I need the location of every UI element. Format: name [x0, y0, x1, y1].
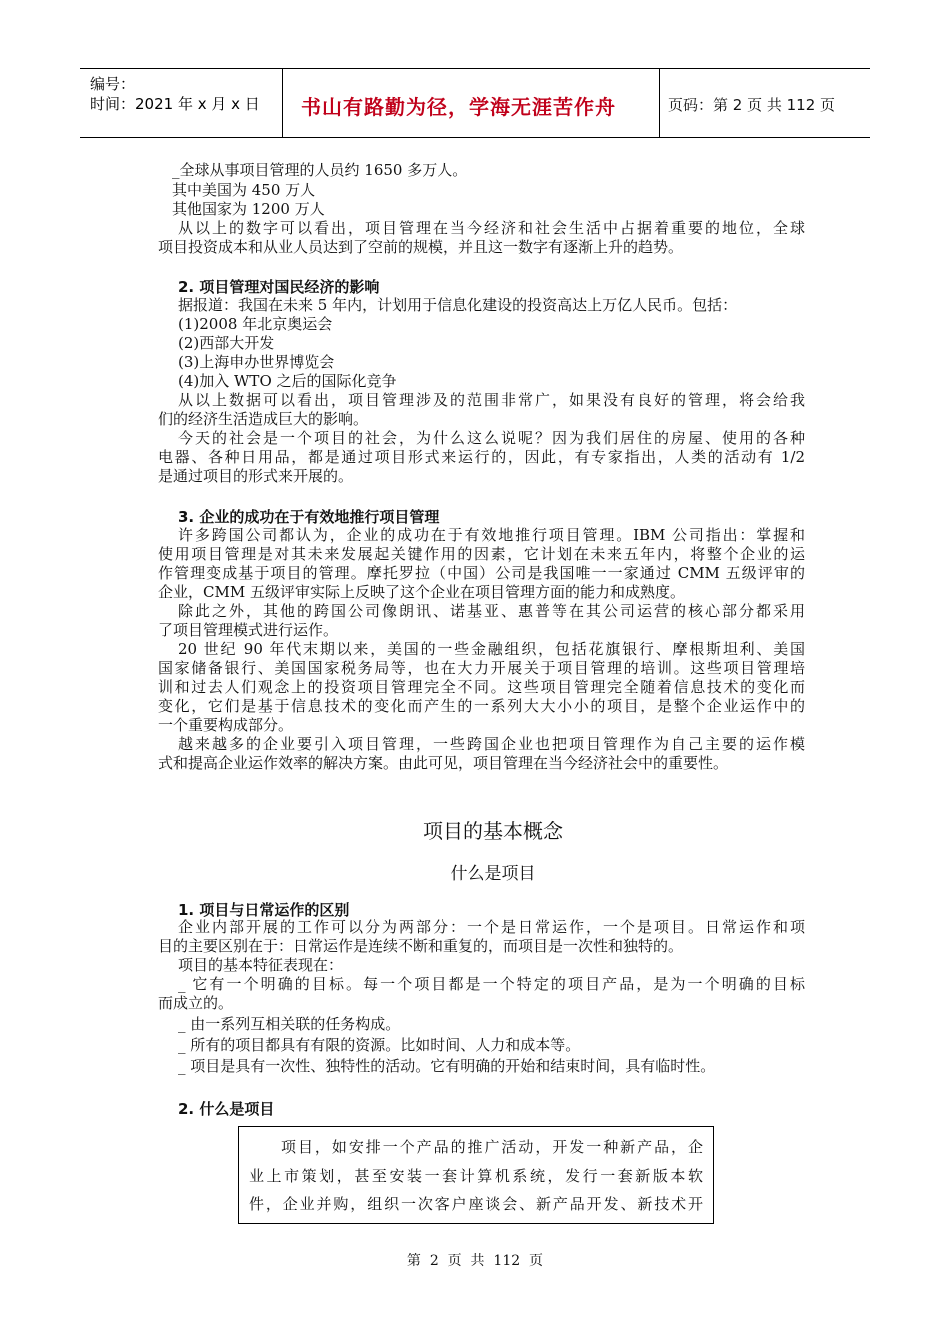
paragraph-line: _全球从事项目管理的人员约 1650 多万人。 — [172, 161, 468, 179]
paragraph-line: 使用项目管理是对其未来发展起关键作用的因素，它计划在未来五年内，将整个企业的运 — [158, 545, 805, 563]
paragraph-line: 除此之外，其他的跨国公司像朗讯、诺基亚、惠普等在其公司运营的核心部分都采用 — [178, 602, 805, 620]
paragraph-line: 其中美国为 450 万人 — [172, 181, 316, 199]
definition-line: 业上市策划，甚至安装一套计算机系统，发行一套新版本软 — [249, 1167, 703, 1185]
list-item: (4)加入 WTO 之后的国际化竞争 — [178, 372, 397, 390]
document-number-label: 编号： — [90, 75, 136, 93]
paragraph-line: 项目的基本特征表现在： — [178, 956, 344, 974]
list-item: (1)2008 年北京奥运会 — [178, 315, 333, 333]
subsection-heading-1: 1. 项目与日常运作的区别 — [178, 901, 350, 919]
paragraph-line: 是通过项目的形式来开展的。 — [158, 467, 354, 485]
definition-line: 件，企业并购，组织一次客户座谈会、新产品开发、新技术开 — [249, 1195, 703, 1213]
paragraph-line: 许多跨国公司都认为，企业的成功在于有效地推行项目管理。IBM 公司指出：掌握和 — [178, 526, 805, 544]
section-heading-2: 2. 项目管理对国民经济的影响 — [178, 278, 380, 296]
subsection-heading-2: 2. 什么是项目 — [178, 1100, 275, 1118]
header-page-cell — [660, 69, 870, 137]
section-title: 什么是项目 — [450, 864, 536, 884]
paragraph-line: 越来越多的企业要引入项目管理，一些跨国企业也把项目管理作为自己主要的运作模 — [178, 735, 805, 753]
paragraph-line: 式和提高企业运作效率的解决方案。由此可见，项目管理在当今经济社会中的重要性。 — [158, 754, 729, 772]
bullet-item: _ 项目是具有一次性、独特性的活动。它有明确的开始和结束时间，具有临时性。 — [178, 1057, 716, 1075]
document-date: 时间：2021 年 x 月 x 日 — [90, 95, 260, 113]
header-meta-cell — [80, 69, 283, 137]
definition-box — [238, 1126, 714, 1224]
paragraph-line: 企业内部开展的工作可以分为两部分：一个是日常运作，一个是项目。日常运作和项 — [178, 918, 805, 936]
paragraph-line: 从以上的数字可以看出，项目管理在当今经济和社会生活中占据着重要的地位，全球 — [178, 219, 805, 237]
paragraph-line: 作管理变成基于项目的管理。摩托罗拉（中国）公司是我国唯一一家通过 CMM 五级评审的 — [158, 564, 805, 582]
paragraph-line: 其他国家为 1200 万人 — [172, 200, 325, 218]
paragraph-line: 今天的社会是一个项目的社会，为什么这么说呢？因为我们居住的房屋、使用的各种 — [178, 429, 805, 447]
paragraph-line: 一个重要构成部分。 — [158, 716, 294, 734]
section-heading-3: 3. 企业的成功在于有效地推行项目管理 — [178, 508, 440, 526]
bullet-item-continuation: 而成立的。 — [158, 994, 234, 1012]
paragraph-line: 国家储备银行、美国国家税务局等，也在大力开展关于项目管理的培训。这些项目管理培 — [158, 659, 805, 677]
header-page-info: 页码：第 2 页 共 112 页 — [668, 96, 836, 114]
paragraph-line: 据报道：我国在未来 5 年内，计划用于信息化建设的投资高达上万亿人民币。包括： — [178, 296, 738, 314]
page-header — [80, 68, 870, 138]
paragraph-line: 目的主要区别在于：日常运作是连续不断和重复的，而项目是一次性和独特的。 — [158, 937, 684, 955]
bullet-item: _ 它有一个明确的目标。每一个项目都是一个特定的项目产品，是为一个明确的目标 — [178, 975, 805, 993]
paragraph-line: 企业，CMM 五级评审实际上反映了这个企业在项目管理方面的能力和成熟度。 — [158, 583, 685, 601]
chapter-title: 项目的基本概念 — [423, 819, 563, 843]
paragraph-line: 训和过去人们观念上的投资项目管理完全不同。这些项目管理完全随着信息技术的变化而 — [158, 678, 805, 696]
paragraph-line: 项目投资成本和从业人员达到了空前的规模，并且这一数字有逐渐上升的趋势。 — [158, 238, 684, 256]
page-footer: 第 2 页 共 112 页 — [406, 1253, 544, 1269]
paragraph-line: 从以上数据可以看出，项目管理涉及的范围非常广，如果没有良好的管理，将会给我 — [178, 391, 805, 409]
bullet-item: _ 由一系列互相关联的任务构成。 — [178, 1015, 401, 1033]
list-item: (3)上海申办世界博览会 — [178, 353, 335, 371]
header-motto-cell — [283, 69, 660, 137]
paragraph-line: 了项目管理模式进行运作。 — [158, 621, 339, 639]
paragraph-line: 20 世纪 90 年代末期以来，美国的一些金融组织，包括花旗银行、摩根斯坦利、美国 — [178, 640, 805, 658]
paragraph-line: 电器、各种日用品，都是通过项目形式来运行的，因此，有专家指出，人类的活动有 1/2 — [158, 448, 805, 466]
list-item: (2)西部大开发 — [178, 334, 275, 352]
header-motto: 书山有路勤为径，学海无涯苦作舟 — [301, 95, 616, 119]
definition-line: 项目，如安排一个产品的推广活动，开发一种新产品，企 — [281, 1138, 703, 1156]
paragraph-line: 们的经济生活造成巨大的影响。 — [158, 410, 369, 428]
paragraph-line: 变化，它们是基于信息技术的变化而产生的一系列大大小小的项目，是整个企业运作中的 — [158, 697, 805, 715]
bullet-item: _ 所有的项目都具有有限的资源。比如时间、人力和成本等。 — [178, 1036, 581, 1054]
